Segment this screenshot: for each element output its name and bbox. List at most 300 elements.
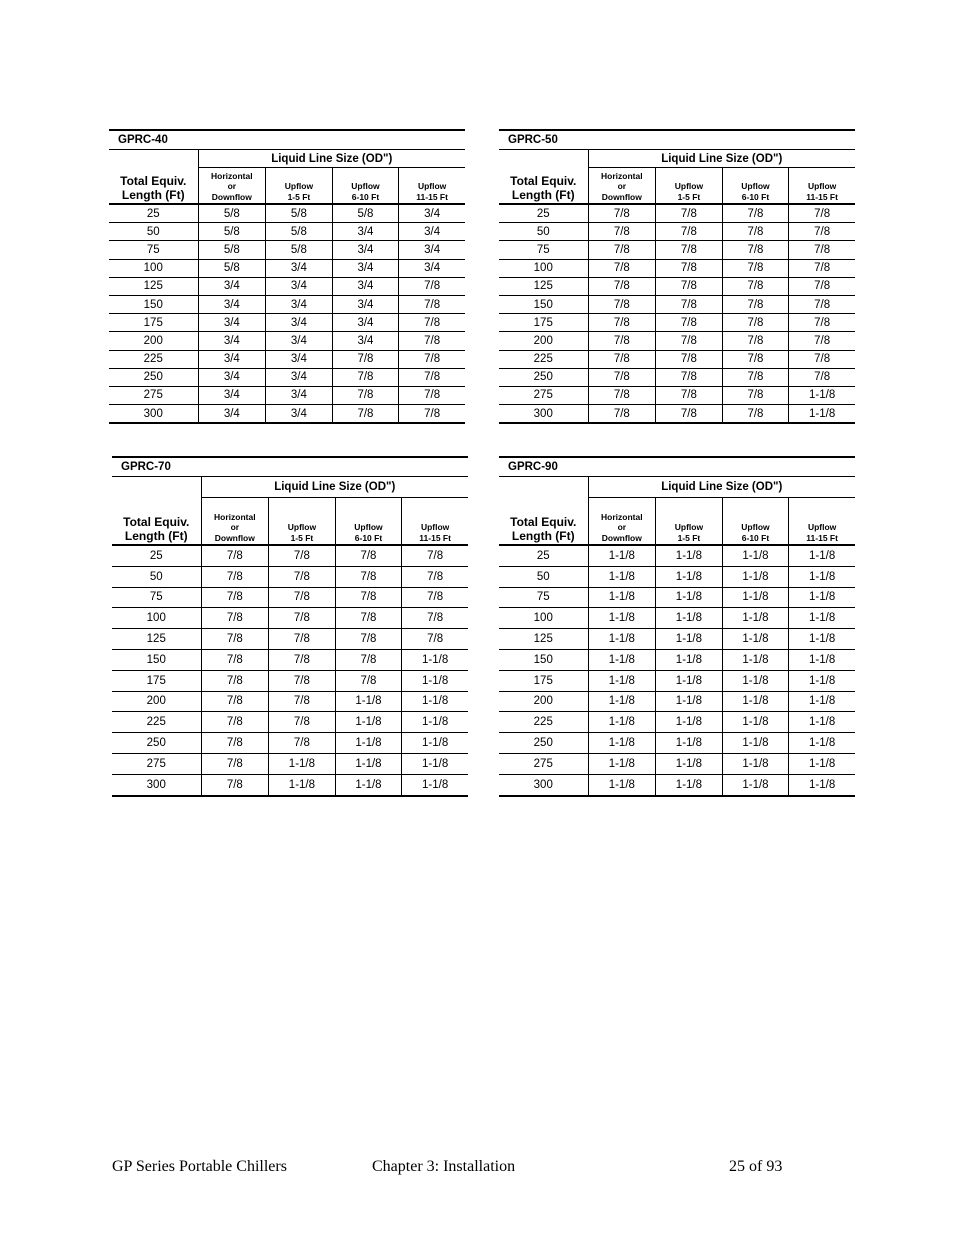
size-cell: 1-1/8: [656, 753, 723, 774]
size-cell: 7/8: [201, 691, 269, 712]
size-cell: 1-1/8: [789, 691, 855, 712]
table-row: [499, 629, 855, 650]
size-cell: 1-1/8: [269, 774, 336, 795]
table-row: [499, 241, 855, 259]
size-cell: 1-1/8: [402, 753, 468, 774]
size-cell: 3/4: [399, 259, 465, 277]
size-cell: 1-1/8: [656, 587, 723, 608]
table-grid: [499, 129, 855, 424]
length-cell: 250: [499, 368, 588, 386]
size-cell: 1-1/8: [722, 691, 789, 712]
size-cell: 7/8: [656, 332, 723, 350]
column-header-line: 11-15 Ft: [416, 191, 448, 202]
length-cell: 50: [499, 223, 588, 241]
size-cell: 7/8: [269, 733, 336, 754]
size-cell: 7/8: [269, 608, 336, 629]
column-header-line: Upflow: [674, 522, 704, 532]
length-cell: 100: [109, 259, 198, 277]
size-cell: 3/4: [266, 386, 333, 404]
length-cell: 175: [112, 670, 201, 691]
size-cell: 5/8: [266, 241, 333, 259]
row-header: [499, 498, 588, 546]
column-header-line: Upflow: [417, 181, 447, 191]
size-cell: 7/8: [402, 566, 468, 587]
size-cell: 1-1/8: [588, 545, 656, 566]
table-row: [499, 368, 855, 386]
column-header: [588, 498, 656, 546]
size-cell: 1-1/8: [588, 691, 656, 712]
column-header-line: Horizontal: [214, 511, 256, 522]
size-cell: 7/8: [722, 295, 789, 313]
size-cell: 7/8: [399, 295, 465, 313]
group-header: Liquid Line Size (OD"): [588, 150, 855, 168]
size-cell: 7/8: [789, 277, 855, 295]
size-cell: 1-1/8: [402, 712, 468, 733]
table-title: GPRC-40: [109, 130, 465, 150]
column-header: [656, 168, 723, 205]
size-cell: 7/8: [402, 629, 468, 650]
length-cell: 225: [109, 350, 198, 368]
group-header: Liquid Line Size (OD"): [198, 150, 465, 168]
size-cell: 7/8: [399, 405, 465, 424]
table-row: [112, 691, 468, 712]
length-cell: 275: [109, 386, 198, 404]
size-cell: 3/4: [198, 350, 266, 368]
size-cell: 1-1/8: [789, 670, 855, 691]
size-cell: 7/8: [335, 670, 402, 691]
size-cell: 5/8: [198, 204, 266, 223]
size-cell: 7/8: [335, 566, 402, 587]
size-cell: 1-1/8: [722, 649, 789, 670]
column-header-line: 1-5 Ft: [290, 532, 314, 543]
column-header-line: 11-15 Ft: [806, 191, 838, 202]
table-row: [112, 712, 468, 733]
length-cell: 25: [499, 204, 588, 223]
size-cell: 1-1/8: [588, 670, 656, 691]
size-cell: 3/4: [332, 295, 399, 313]
size-cell: 1-1/8: [588, 733, 656, 754]
size-cell: 7/8: [789, 204, 855, 223]
column-header: [266, 168, 333, 205]
column-header: [198, 168, 266, 205]
size-cell: 1-1/8: [789, 774, 855, 795]
column-header-line: Upflow: [284, 181, 314, 191]
size-cell: 3/4: [198, 332, 266, 350]
size-cell: 7/8: [402, 608, 468, 629]
size-cell: 5/8: [198, 241, 266, 259]
length-cell: 250: [112, 733, 201, 754]
size-cell: 3/4: [198, 295, 266, 313]
table-row: [499, 608, 855, 629]
size-cell: 7/8: [332, 350, 399, 368]
size-cell: 7/8: [201, 670, 269, 691]
length-cell: 275: [499, 386, 588, 404]
size-cell: 1-1/8: [722, 712, 789, 733]
size-cell: 1-1/8: [402, 774, 468, 795]
size-cell: 3/4: [266, 332, 333, 350]
size-cell: 5/8: [198, 223, 266, 241]
table-row: [112, 587, 468, 608]
size-cell: 7/8: [201, 566, 269, 587]
size-cell: 7/8: [722, 314, 789, 332]
size-cell: 1-1/8: [656, 566, 723, 587]
table-row: [109, 314, 465, 332]
size-cell: 1-1/8: [402, 691, 468, 712]
size-cell: 7/8: [722, 405, 789, 424]
length-cell: 300: [499, 405, 588, 424]
size-cell: 7/8: [399, 386, 465, 404]
table-row: [499, 314, 855, 332]
size-cell: 7/8: [201, 774, 269, 795]
size-cell: 7/8: [656, 368, 723, 386]
footer-chapter: Chapter 3: Installation: [372, 1158, 516, 1175]
column-header-line: Upflow: [741, 522, 770, 532]
size-cell: 7/8: [399, 277, 465, 295]
size-cell: 1-1/8: [789, 753, 855, 774]
size-cell: 7/8: [656, 259, 723, 277]
table-row: [499, 566, 855, 587]
table-row: [112, 774, 468, 795]
size-cell: 1-1/8: [335, 733, 402, 754]
table-grid: [109, 129, 465, 424]
table-row: [499, 259, 855, 277]
size-cell: 1-1/8: [335, 774, 402, 795]
size-cell: 5/8: [332, 204, 399, 223]
size-cell: 7/8: [335, 608, 402, 629]
size-cell: 1-1/8: [722, 670, 789, 691]
table-row: [112, 629, 468, 650]
table-row: [109, 368, 465, 386]
size-cell: 7/8: [588, 241, 656, 259]
size-cell: 3/4: [332, 241, 399, 259]
size-cell: 7/8: [269, 629, 336, 650]
column-header-line: 6-10 Ft: [354, 532, 383, 543]
size-cell: 7/8: [656, 241, 723, 259]
size-cell: 1-1/8: [656, 608, 723, 629]
table-row: [112, 753, 468, 774]
size-cell: 7/8: [789, 368, 855, 386]
size-cell: 3/4: [399, 204, 465, 223]
length-cell: 200: [112, 691, 201, 712]
size-cell: 7/8: [722, 204, 789, 223]
size-cell: 1-1/8: [588, 649, 656, 670]
size-cell: 1-1/8: [656, 691, 723, 712]
size-cell: 1-1/8: [656, 712, 723, 733]
size-cell: 7/8: [201, 649, 269, 670]
table-row: [499, 295, 855, 313]
size-cell: 1-1/8: [402, 649, 468, 670]
size-cell: 1-1/8: [789, 405, 855, 424]
size-cell: 7/8: [201, 587, 269, 608]
column-header-line: 6-10 Ft: [741, 191, 770, 202]
table-row: [499, 649, 855, 670]
column-header-line: Upflow: [807, 522, 837, 532]
footer-document-title: GP Series Portable Chillers: [112, 1158, 287, 1175]
size-cell: 7/8: [201, 608, 269, 629]
size-cell: 7/8: [789, 332, 855, 350]
length-cell: 150: [499, 649, 588, 670]
column-header-line: Upflow: [807, 181, 837, 191]
size-cell: 1-1/8: [588, 712, 656, 733]
size-cell: 1-1/8: [402, 670, 468, 691]
table-row: [499, 277, 855, 295]
row-header-line: Total Equiv.: [510, 174, 577, 188]
size-cell: 7/8: [789, 314, 855, 332]
column-header: [201, 498, 269, 546]
column-header-line: Upflow: [351, 181, 380, 191]
row-header-line: Total Equiv.: [510, 515, 577, 529]
size-cell: 1-1/8: [588, 753, 656, 774]
column-header-line: or: [617, 181, 627, 191]
size-cell: 7/8: [399, 350, 465, 368]
row-header-line: Total Equiv.: [123, 515, 190, 529]
size-cell: 5/8: [198, 259, 266, 277]
row-header: [109, 168, 198, 205]
size-cell: 1-1/8: [656, 774, 723, 795]
length-cell: 175: [109, 314, 198, 332]
size-cell: 7/8: [588, 350, 656, 368]
size-cell: 7/8: [722, 259, 789, 277]
size-cell: 1-1/8: [789, 733, 855, 754]
size-cell: 1-1/8: [722, 774, 789, 795]
length-cell: 25: [112, 545, 201, 566]
group-header: Liquid Line Size (OD"): [588, 477, 855, 498]
table-row: [112, 649, 468, 670]
size-cell: 3/4: [332, 314, 399, 332]
length-cell: 50: [109, 223, 198, 241]
length-cell: 225: [112, 712, 201, 733]
size-cell: 7/8: [269, 587, 336, 608]
column-header-line: Upflow: [287, 522, 317, 532]
size-cell: 7/8: [402, 545, 468, 566]
length-cell: 25: [499, 545, 588, 566]
column-header-line: Horizontal: [211, 170, 253, 181]
column-header: [399, 168, 465, 205]
size-cell: 1-1/8: [588, 774, 656, 795]
gprc-40-table: [109, 129, 465, 424]
table-row: [499, 545, 855, 566]
column-header-line: Downflow: [601, 532, 642, 543]
row-header-line: Length (Ft): [124, 529, 188, 543]
length-cell: 125: [499, 629, 588, 650]
size-cell: 7/8: [656, 314, 723, 332]
size-cell: 7/8: [269, 649, 336, 670]
size-cell: 7/8: [269, 691, 336, 712]
size-cell: 7/8: [722, 241, 789, 259]
column-header: [789, 168, 855, 205]
row-header-line: Length (Ft): [511, 529, 575, 543]
length-cell: 75: [109, 241, 198, 259]
column-header: [402, 498, 468, 546]
column-header: [789, 498, 855, 546]
column-header-line: 1-5 Ft: [677, 532, 701, 543]
table-row: [109, 332, 465, 350]
table-row: [109, 277, 465, 295]
size-cell: 7/8: [399, 332, 465, 350]
table-row: [112, 545, 468, 566]
size-cell: 7/8: [789, 223, 855, 241]
size-cell: 7/8: [269, 670, 336, 691]
gprc-90-table: [499, 456, 855, 797]
size-cell: 7/8: [588, 368, 656, 386]
size-cell: 7/8: [335, 629, 402, 650]
row-header-line: Length (Ft): [511, 188, 575, 202]
table-row: [499, 386, 855, 404]
length-cell: 275: [112, 753, 201, 774]
size-cell: 3/4: [266, 259, 333, 277]
size-cell: 3/4: [332, 223, 399, 241]
table-grid: [112, 456, 468, 797]
table-title: GPRC-70: [112, 457, 468, 477]
size-cell: 3/4: [198, 368, 266, 386]
size-cell: 1-1/8: [789, 649, 855, 670]
length-cell: 125: [499, 277, 588, 295]
size-cell: 1-1/8: [722, 753, 789, 774]
table-title: GPRC-50: [499, 130, 855, 150]
size-cell: 7/8: [722, 368, 789, 386]
gprc-70-table: [112, 456, 468, 797]
table-grid: [499, 456, 855, 797]
size-cell: 3/4: [332, 259, 399, 277]
table-row: [499, 712, 855, 733]
size-cell: 7/8: [588, 314, 656, 332]
length-cell: 300: [499, 774, 588, 795]
size-cell: 3/4: [266, 277, 333, 295]
length-cell: 125: [112, 629, 201, 650]
size-cell: 7/8: [656, 295, 723, 313]
column-header: [656, 498, 723, 546]
size-cell: 1-1/8: [402, 733, 468, 754]
length-cell: 150: [112, 649, 201, 670]
size-cell: 7/8: [201, 545, 269, 566]
size-cell: 3/4: [266, 350, 333, 368]
table-row: [499, 204, 855, 223]
size-cell: 7/8: [656, 350, 723, 368]
column-header: [722, 498, 789, 546]
size-cell: 1-1/8: [656, 670, 723, 691]
size-cell: 7/8: [722, 332, 789, 350]
length-cell: 100: [112, 608, 201, 629]
table-row: [499, 223, 855, 241]
length-cell: 150: [499, 295, 588, 313]
column-header: [722, 168, 789, 205]
table-row: [109, 259, 465, 277]
footer-page-number: 25 of 93: [729, 1158, 783, 1175]
column-header-line: Upflow: [674, 181, 704, 191]
size-cell: 7/8: [722, 386, 789, 404]
column-header-line: Horizontal: [601, 511, 643, 522]
size-cell: 7/8: [656, 223, 723, 241]
table-row: [499, 587, 855, 608]
column-header-line: 6-10 Ft: [351, 191, 380, 202]
size-cell: 7/8: [332, 405, 399, 424]
length-cell: 75: [112, 587, 201, 608]
table-row: [112, 670, 468, 691]
column-header-line: Downflow: [214, 532, 255, 543]
length-cell: 50: [499, 566, 588, 587]
size-cell: 3/4: [266, 295, 333, 313]
size-cell: 7/8: [269, 566, 336, 587]
size-cell: 7/8: [588, 277, 656, 295]
size-cell: 1-1/8: [789, 629, 855, 650]
size-cell: 1-1/8: [656, 629, 723, 650]
size-cell: 7/8: [789, 350, 855, 368]
size-cell: 3/4: [399, 223, 465, 241]
size-cell: 3/4: [198, 277, 266, 295]
size-cell: 1-1/8: [588, 608, 656, 629]
table-row: [499, 733, 855, 754]
size-cell: 1-1/8: [722, 566, 789, 587]
table-row: [109, 295, 465, 313]
size-cell: 1-1/8: [789, 608, 855, 629]
table-row: [109, 386, 465, 404]
table-row: [499, 670, 855, 691]
size-cell: 7/8: [332, 386, 399, 404]
size-cell: 7/8: [335, 587, 402, 608]
length-cell: 250: [499, 733, 588, 754]
table-row: [499, 405, 855, 424]
column-header: [335, 498, 402, 546]
size-cell: 5/8: [266, 223, 333, 241]
size-cell: 3/4: [266, 405, 333, 424]
size-cell: 7/8: [588, 259, 656, 277]
size-cell: 3/4: [399, 241, 465, 259]
size-cell: 7/8: [201, 753, 269, 774]
column-header-line: or: [230, 522, 240, 532]
size-cell: 7/8: [399, 314, 465, 332]
size-cell: 7/8: [269, 712, 336, 733]
size-cell: 7/8: [201, 733, 269, 754]
size-cell: 1-1/8: [789, 386, 855, 404]
size-cell: 7/8: [201, 629, 269, 650]
length-cell: 100: [499, 608, 588, 629]
size-cell: 7/8: [588, 204, 656, 223]
size-cell: 7/8: [722, 350, 789, 368]
length-cell: 75: [499, 241, 588, 259]
length-cell: 275: [499, 753, 588, 774]
size-cell: 7/8: [656, 405, 723, 424]
size-cell: 7/8: [789, 295, 855, 313]
length-cell: 75: [499, 587, 588, 608]
size-cell: 7/8: [588, 386, 656, 404]
length-cell: 225: [499, 350, 588, 368]
size-cell: 3/4: [332, 277, 399, 295]
length-cell: 175: [499, 314, 588, 332]
size-cell: 7/8: [399, 368, 465, 386]
size-cell: 1-1/8: [656, 545, 723, 566]
table-row: [109, 241, 465, 259]
size-cell: 1-1/8: [722, 608, 789, 629]
table-row: [499, 774, 855, 795]
column-header-line: Upflow: [420, 522, 450, 532]
length-cell: 200: [499, 691, 588, 712]
size-cell: 7/8: [402, 587, 468, 608]
size-cell: 1-1/8: [722, 545, 789, 566]
size-cell: 7/8: [656, 277, 723, 295]
size-cell: 7/8: [722, 223, 789, 241]
row-header-line: Total Equiv.: [120, 174, 187, 188]
length-cell: 150: [109, 295, 198, 313]
size-cell: 7/8: [789, 241, 855, 259]
column-header-line: 1-5 Ft: [677, 191, 701, 202]
length-cell: 125: [109, 277, 198, 295]
table-row: [109, 204, 465, 223]
size-cell: 1-1/8: [722, 629, 789, 650]
table-row: [499, 332, 855, 350]
size-cell: 1-1/8: [789, 587, 855, 608]
table-row: [112, 608, 468, 629]
length-cell: 50: [112, 566, 201, 587]
